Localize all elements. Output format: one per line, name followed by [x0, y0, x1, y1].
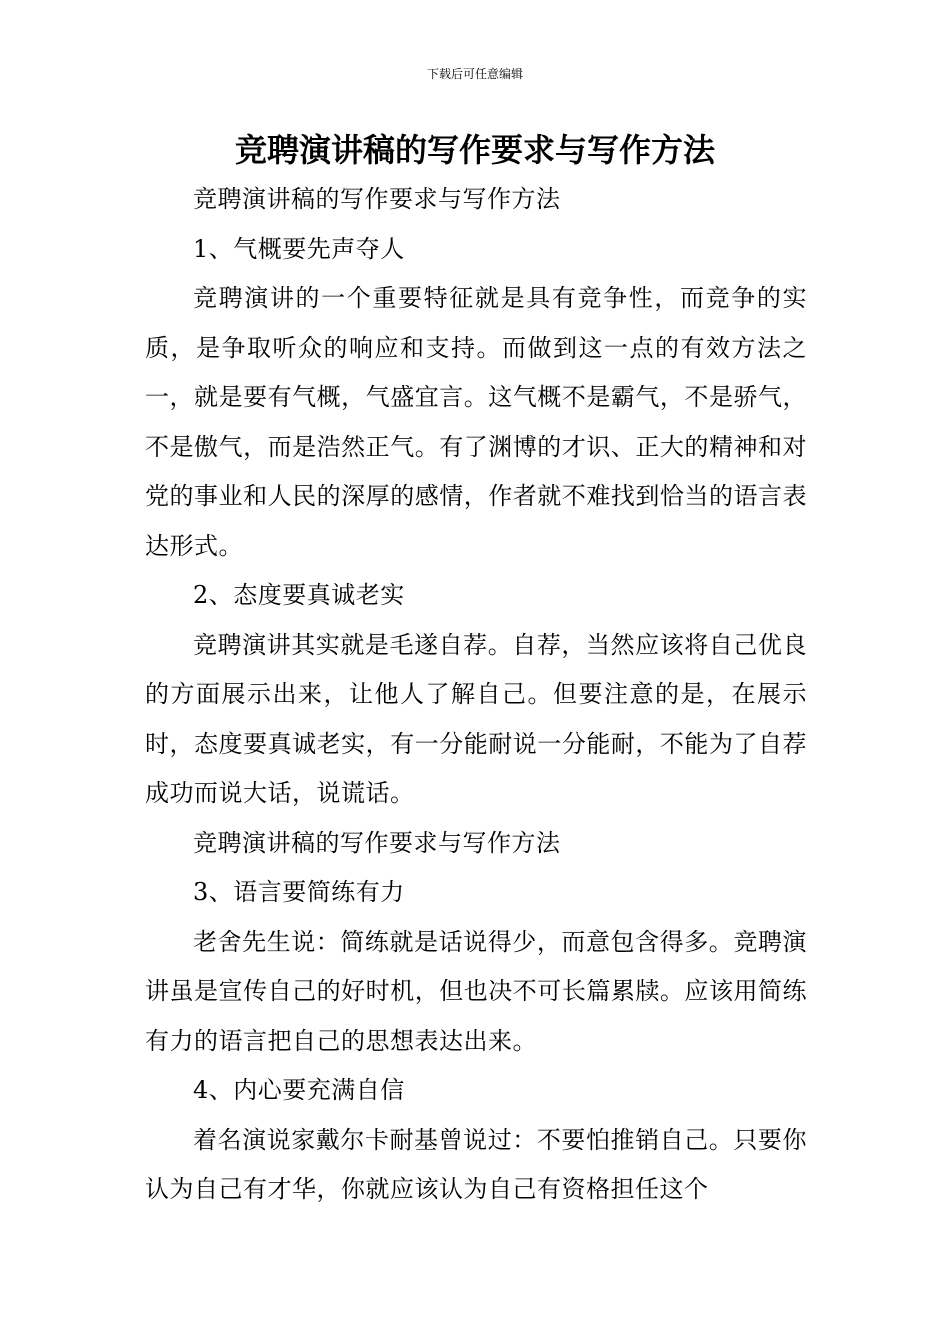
- body-paragraph: 竞聘演讲的一个重要特征就是具有竞争性，而竞争的实质，是争取听众的响应和支持。而做到这一点的有效方法之一，就是要有气概，气盛宜言。这气概不是霸气，不是骄气，不是傲气，而是浩然正气。有了渊博的才识、正大的精神和对党的事业和人民的深厚的感情，作者就不难找到恰当的语言表达形式。: [145, 284, 807, 560]
- page-title: 竞聘演讲稿的写作要求与写作方法: [234, 131, 715, 169]
- header-note: 下载后可任意编辑: [426, 67, 523, 81]
- repeated-subtitle-paragraph: 竞聘演讲稿的写作要求与写作方法: [193, 828, 561, 857]
- section-heading-2: 2、态度要真诚老实: [193, 581, 405, 609]
- document-body: [145, 175, 807, 1215]
- body-paragraph: 老舍先生说：简练就是话说得少，而意包含得多。竞聘演讲虽是宣传自己的好时机，但也决不可长篇累牍。应该用简练有力的语言把自己的思想表达出来。: [145, 927, 807, 1055]
- section-heading-4: 4、内心要充满自信: [193, 1076, 405, 1104]
- section-heading-1: 1、气概要先声夺人: [193, 234, 405, 263]
- body-paragraph: 竞聘演讲其实就是毛遂自荐。自荐，当然应该将自己优良的方面展示出来，让他人了解自己。但要注意的是，在展示时，态度要真诚老实，有一分能耐说一分能耐，不能为了自荐成功而说大话，说谎话。: [145, 630, 807, 807]
- body-paragraph: 着名演说家戴尔卡耐基曾说过：不要怕推销自己。只要你认为自己有才华，你就应该认为自己有资格担任这个: [145, 1125, 807, 1203]
- subtitle-paragraph: 竞聘演讲稿的写作要求与写作方法: [193, 185, 561, 213]
- section-heading-3: 3、语言要简练有力: [193, 878, 405, 906]
